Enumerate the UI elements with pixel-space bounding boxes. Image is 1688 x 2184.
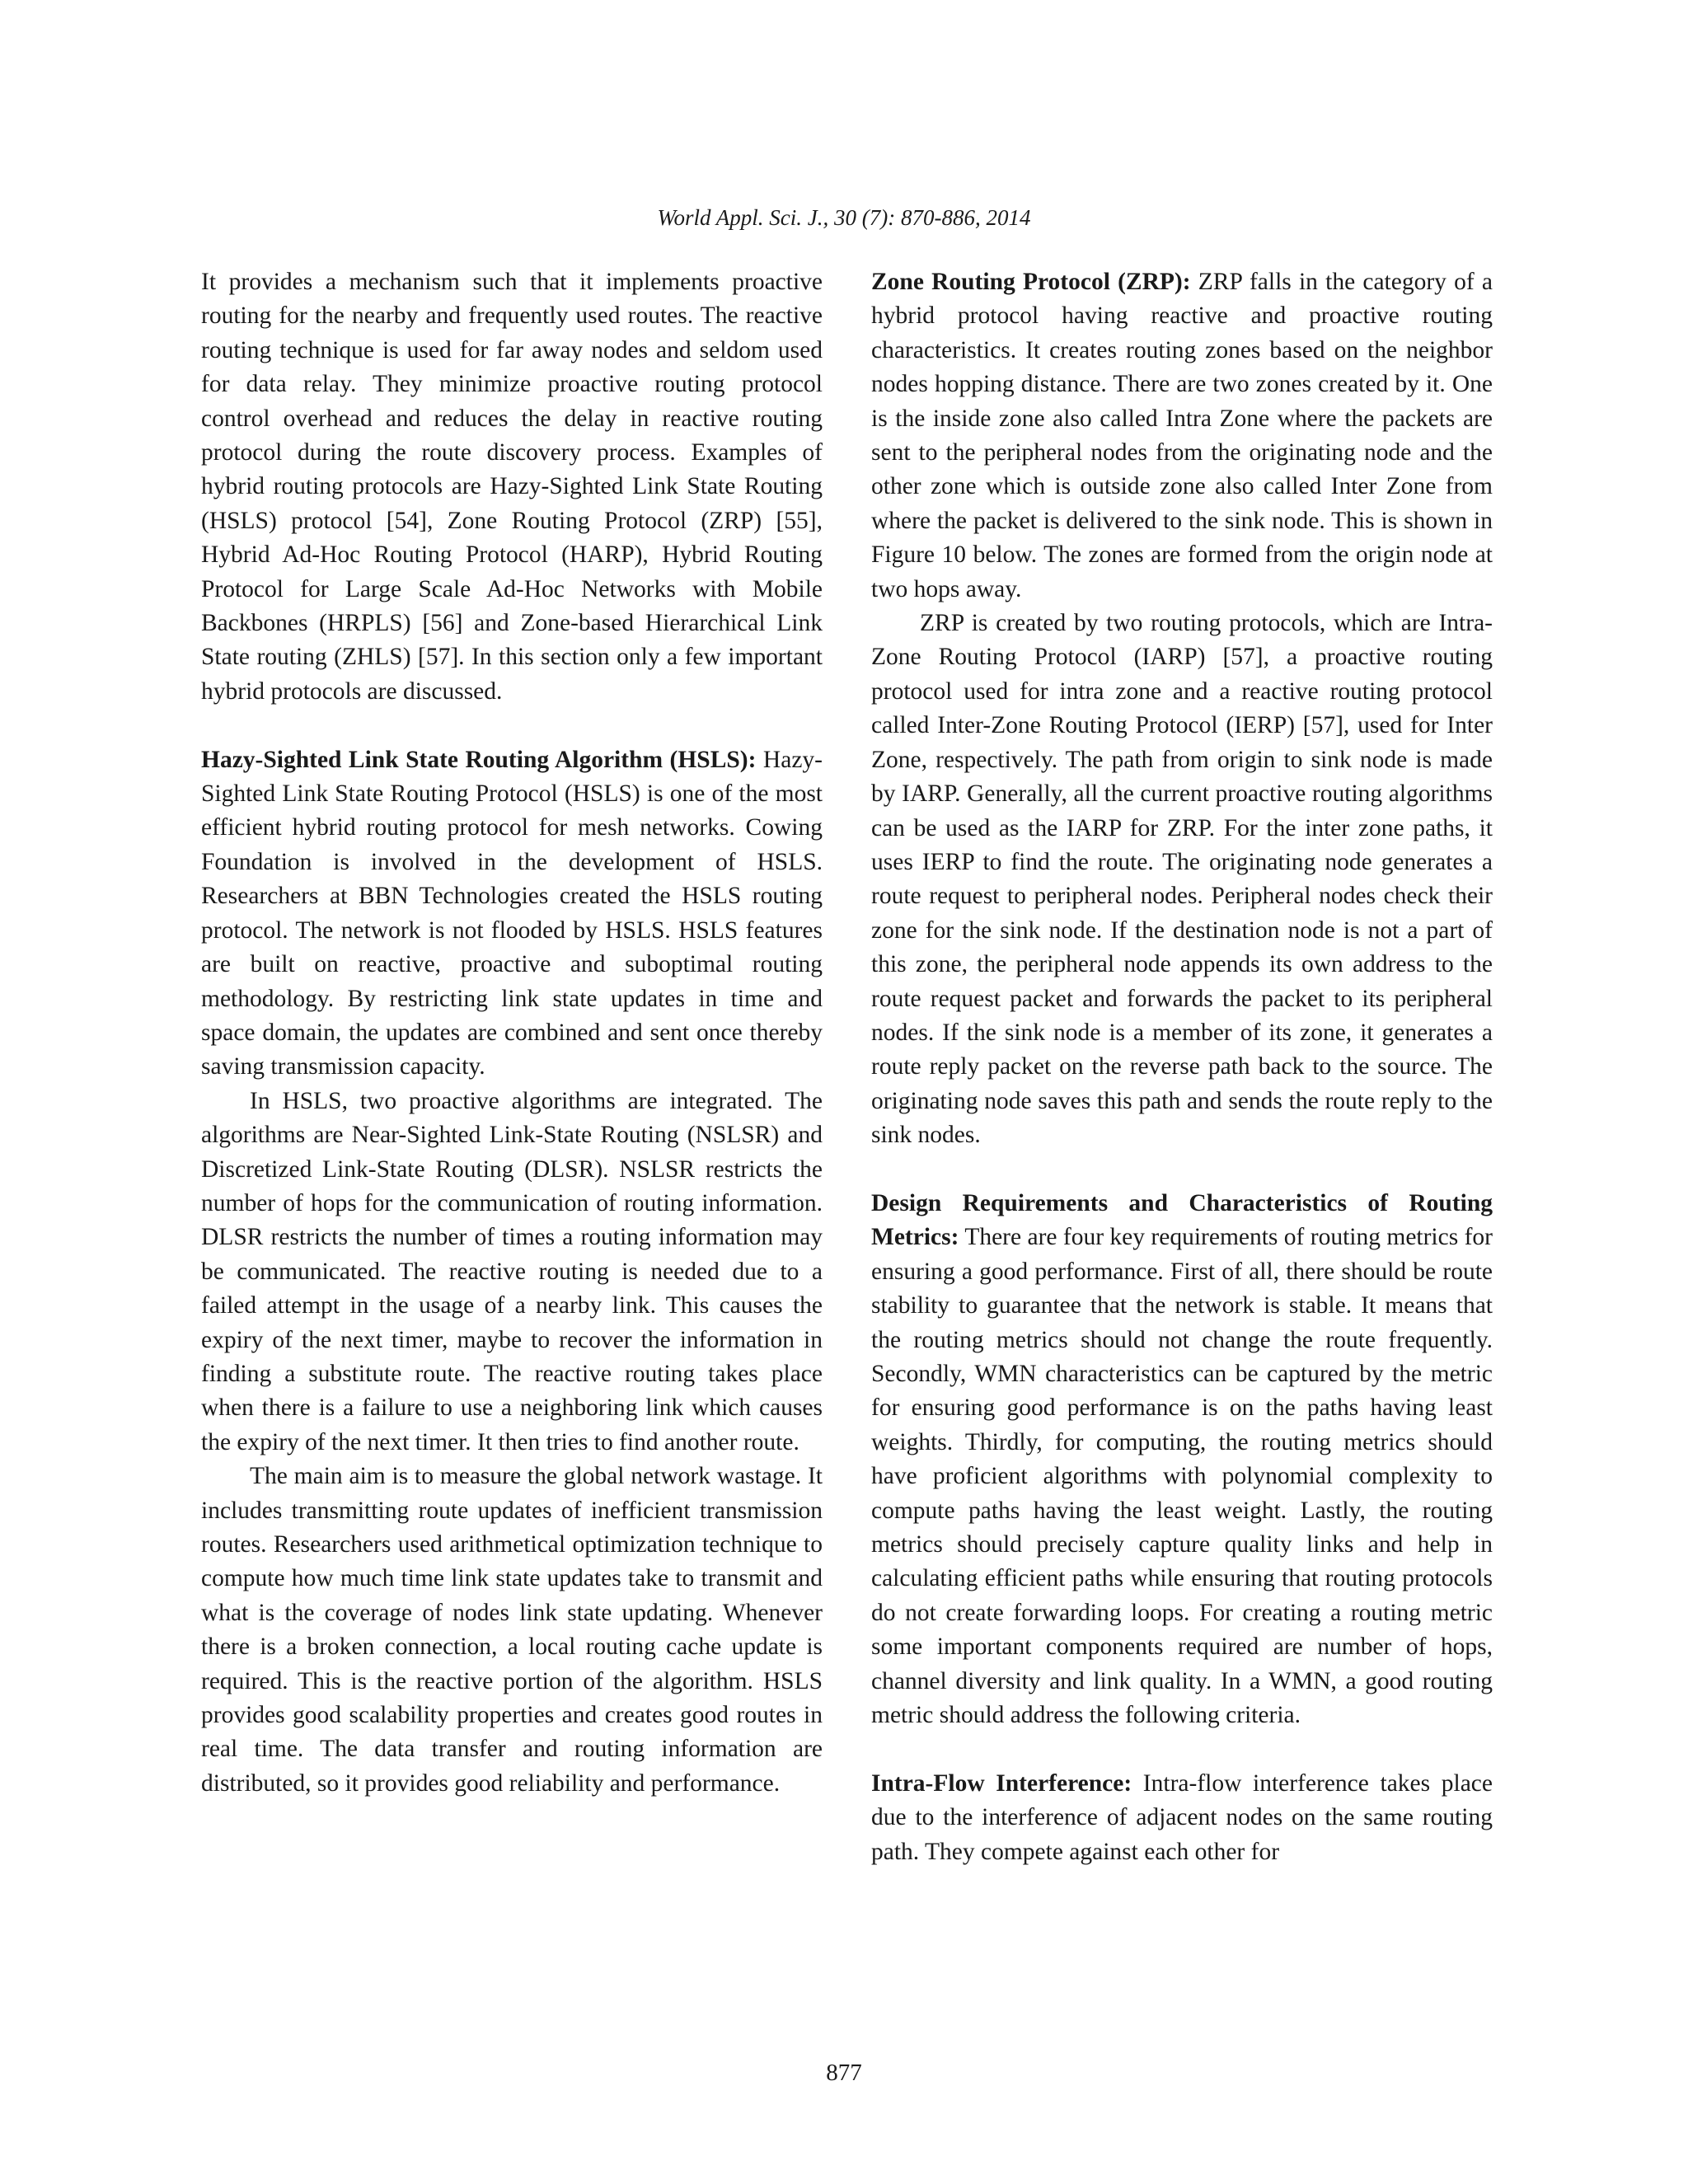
right-column: [871, 265, 1493, 1869]
paragraph-hsls: [201, 743, 823, 1085]
paragraph-hybrid-intro: It provides a mechanism such that it implements proactive routing for the nearby and frequently used routes. The reactive routing technique is used for far away nodes and seldom used for data relay. They minimize proactive routing protocol control overhead and reduces the delay in reactive routing protocol during the route discovery process. Examples of hybrid routing protocols are Hazy-Sighted Link State Routing (HSLS) protocol [54], Zone Routing Protocol (ZRP) [55], Hybrid Ad-Hoc Routing Protocol (HARP), Hybrid Routing Protocol for Large Scale Ad-Hoc Networks with Mobile Backbones (HRPLS) [56] and Zone-based Hierarchical Link State routing (ZHLS) [57]. In this section only a few important hybrid protocols are discussed.: [201, 269, 823, 705]
section-heading-intra-flow: Intra-Flow Interference:: [871, 1769, 1132, 1797]
left-column: [201, 265, 823, 1801]
paragraph-zrp-text: ZRP falls in the category of a hybrid protocol having reactive and proactive routing characteristics. It creates routing zones based on the neighbor nodes hopping distance. There are two zones created by it. One is the inside zone also called Intra Zone where the packets are sent to the peripheral nodes from the originating node and the other zone which is outside zone also called Inter Zone from where the packet is delivered to the sink node. This is shown in Figure 10 below. The zones are formed from the origin node at two hops away.: [871, 269, 1493, 602]
paragraph-hsls-text: Hazy-Sighted Link State Routing Protocol (HSLS) is one of the most efficient hybrid routing protocol for mesh networks. Cowing Foundation is involved in the development of HSLS. Researchers at BBN Technologies created the HSLS routing protocol. The network is not flooded by HSLS. HSLS features are built on reactive, proactive and suboptimal routing methodology. By restricting link state updates in time and space domain, the updates are combined and sent once thereby saving transmission capacity.: [201, 746, 823, 1080]
paragraph-hsls-aim: The main aim is to measure the global network wastage. It includes transmitting route updates of inefficient transmission routes. Researchers used arithmetical optimization technique to compute how much time link state updates take to transmit and what is the coverage of nodes link state updating. Whenever there is a broken connection, a local routing cache update is required. This is the reactive portion of the algorithm. HSLS provides good scalability properties and creates good routes in real time. The data transfer and routing information are distributed, so it provides good reliability and performance.: [201, 1463, 823, 1797]
paragraph-zrp-protocols: ZRP is created by two routing protocols, which are Intra-Zone Routing Protocol (IARP) [57], a proactive routing protocol used for intra zone and a reactive routing protocol called Inter-Zone Routing Protocol (IERP) [57], used for Inter Zone, respectively. The path from origin to sink node is made by IARP. Generally, all the current proactive routing algorithms can be used as the IARP for ZRP. For the inter zone paths, it uses IERP to find the route. The originating node generates a route request to peripheral nodes. Peripheral nodes check their zone for the sink node. If the destination node is not a part of this zone, the peripheral node appends its own address to the route request packet and forwards the packet to its peripheral nodes. If the sink node is a member of its zone, it generates a route reply packet on the reverse path back to the source. The originating node saves this path and sends the route reply to the sink nodes.: [871, 610, 1493, 1149]
paragraph-design-requirements-text: There are four key requirements of routing metrics for ensuring a good performance. First of all, there should be route stability to guarantee that the network is stable. It means that the routing metrics should not change the route frequently. Secondly, WMN characteristics can be captured by the metric for ensuring good performance is on the paths having least weights. Thirdly, for computing, the routing metrics should have proficient algorithms with polynomial complexity to compute paths having the least weight. Lastly, the routing metrics should precisely capture quality links and help in calculating efficient paths while ensuring that routing protocols do not create forwarding loops. For creating a routing metric some important components required are number of hops, channel diversity and link quality. In a WMN, a good routing metric should address the following criteria.: [871, 1224, 1493, 1729]
paragraph-intra-flow: [871, 1767, 1493, 1869]
paragraph-intra-flow-text: Intra-flow interference takes place due to the interference of adjacent nodes on the same routing path. They compete against each other for: [871, 1769, 1493, 1865]
paragraph-hsls-algorithms: In HSLS, two proactive algorithms are integrated. The algorithms are Near-Sighted Link-State Routing (NSLSR) and Discretized Link-State Routing (DLSR). NSLSR restricts the number of hops for the communication of routing information. DLSR restricts the number of times a routing information may be communicated. The reactive routing is needed due to a failed attempt in the usage of a nearby link. This causes the expiry of the next timer, maybe to recover the information in finding a substitute route. The reactive routing takes place when there is a failure to use a neighboring link which causes the expiry of the next timer. It then tries to find another route.: [201, 1087, 823, 1455]
paragraph-design-requirements: [871, 1187, 1493, 1733]
section-heading-hsls: Hazy-Sighted Link State Routing Algorithm (HSLS):: [201, 746, 757, 773]
paragraph-zrp: [871, 265, 1493, 607]
section-heading-zrp: Zone Routing Protocol (ZRP):: [871, 269, 1191, 295]
page-number: 877: [826, 2060, 862, 2086]
running-head: World Appl. Sci. J., 30 (7): 870-886, 2014: [657, 205, 1031, 230]
section-heading-design-requirements: Design Requirements and Characteristics of Routing Metrics:: [871, 1189, 1493, 1251]
